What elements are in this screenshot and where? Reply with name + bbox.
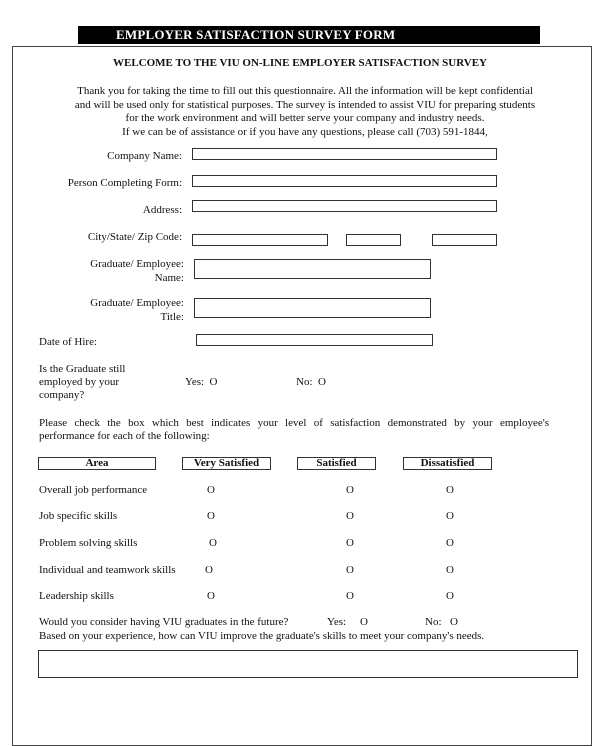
very-satisfied-radio[interactable]: O — [207, 484, 215, 496]
dissatisfied-radio[interactable]: O — [446, 537, 454, 549]
dissatisfied-radio[interactable]: O — [446, 564, 454, 576]
city-input[interactable] — [192, 234, 328, 246]
graduate-name-input[interactable] — [194, 259, 431, 279]
dissatisfied-radio[interactable]: O — [446, 590, 454, 602]
future-hire-no-radio[interactable]: O — [450, 616, 458, 628]
intro-line: for the work environment and will better serve your company and industry needs. — [125, 112, 485, 125]
row-area-label: Problem solving skills — [39, 537, 138, 549]
date-of-hire-label: Date of Hire: — [39, 336, 98, 348]
header-satisfied: Satisfied — [297, 457, 376, 470]
still-employed-question-line: company? — [39, 389, 85, 401]
header-very-satisfied: Very Satisfied — [182, 457, 271, 470]
very-satisfied-radio[interactable]: O — [207, 590, 215, 602]
row-area-label: Individual and teamwork skills — [39, 564, 176, 576]
header-area: Area — [38, 457, 156, 470]
graduate-title-label — [40, 296, 184, 324]
very-satisfied-radio[interactable]: O — [205, 564, 213, 576]
intro-line: Thank you for taking the time to fill out this questionnaire. All the information will be kept confidential — [77, 85, 533, 97]
person-completing-input[interactable] — [192, 175, 497, 187]
address-label: Address: — [142, 204, 182, 216]
graduate-title-label-line: Title: — [160, 311, 184, 323]
intro-paragraph — [30, 85, 580, 139]
state-input[interactable] — [346, 234, 401, 246]
company-name-label: Company Name: — [107, 150, 182, 162]
improve-answer-textarea[interactable] — [38, 650, 578, 678]
satisfied-radio[interactable]: O — [346, 564, 354, 576]
intro-line: and will be used only for statistical purposes. The survey is intended to assist VIU for preparing students — [74, 98, 536, 111]
intro-line: If we can be of assistance or if you have any questions, please call (703) 591-1844, — [122, 125, 488, 138]
company-name-input[interactable] — [192, 148, 497, 160]
very-satisfied-radio[interactable]: O — [209, 537, 217, 549]
future-hire-yes-label: Yes: — [327, 616, 347, 628]
city-state-zip-label: City/State/ Zip Code: — [87, 231, 182, 243]
graduate-title-input[interactable] — [194, 298, 431, 318]
still-employed-no-radio[interactable]: No: O — [296, 376, 326, 388]
person-completing-label: Person Completing Form: — [67, 177, 182, 189]
row-area-label: Job specific skills — [39, 510, 118, 522]
graduate-title-label-line: Graduate/ Employee: — [90, 297, 184, 309]
zip-input[interactable] — [432, 234, 497, 246]
row-area-label: Leadership skills — [39, 590, 114, 602]
still-employed-question-line: Is the Graduate still — [39, 363, 126, 375]
future-hire-question: Would you consider having VIU graduates in the future? — [39, 616, 289, 628]
row-area-label: Overall job performance — [39, 484, 148, 496]
dissatisfied-radio[interactable]: O — [446, 484, 454, 496]
satisfied-radio[interactable]: O — [346, 590, 354, 602]
still-employed-question-line: employed by your — [39, 376, 120, 388]
date-of-hire-input[interactable] — [196, 334, 433, 346]
instructions-line: performance for each of the following: — [39, 430, 210, 442]
address-input[interactable] — [192, 200, 497, 212]
form-title: EMPLOYER SATISFACTION SURVEY FORM — [78, 26, 540, 44]
future-hire-yes-radio[interactable]: O — [360, 616, 368, 628]
improve-question: Based on your experience, how can VIU improve the graduate's skills to meet your company's needs. — [39, 630, 485, 642]
satisfied-radio[interactable]: O — [346, 510, 354, 522]
graduate-name-label-line: Name: — [154, 272, 184, 284]
still-employed-question — [39, 363, 125, 402]
very-satisfied-radio[interactable]: O — [207, 510, 215, 522]
graduate-name-label — [40, 257, 184, 285]
still-employed-yes-radio[interactable]: Yes: O — [185, 376, 218, 388]
satisfied-radio[interactable]: O — [346, 484, 354, 496]
survey-heading: WELCOME TO THE VIU ON-LINE EMPLOYER SATISFACTION SURVEY — [113, 57, 487, 69]
satisfied-radio[interactable]: O — [346, 537, 354, 549]
future-hire-no-label: No: — [425, 616, 442, 628]
graduate-name-label-line: Graduate/ Employee: — [90, 258, 184, 270]
header-dissatisfied: Dissatisfied — [403, 457, 492, 470]
instructions-line: Please check the box which best indicates your level of satisfaction demonstrated by your employee's — [39, 417, 549, 429]
dissatisfied-radio[interactable]: O — [446, 510, 454, 522]
